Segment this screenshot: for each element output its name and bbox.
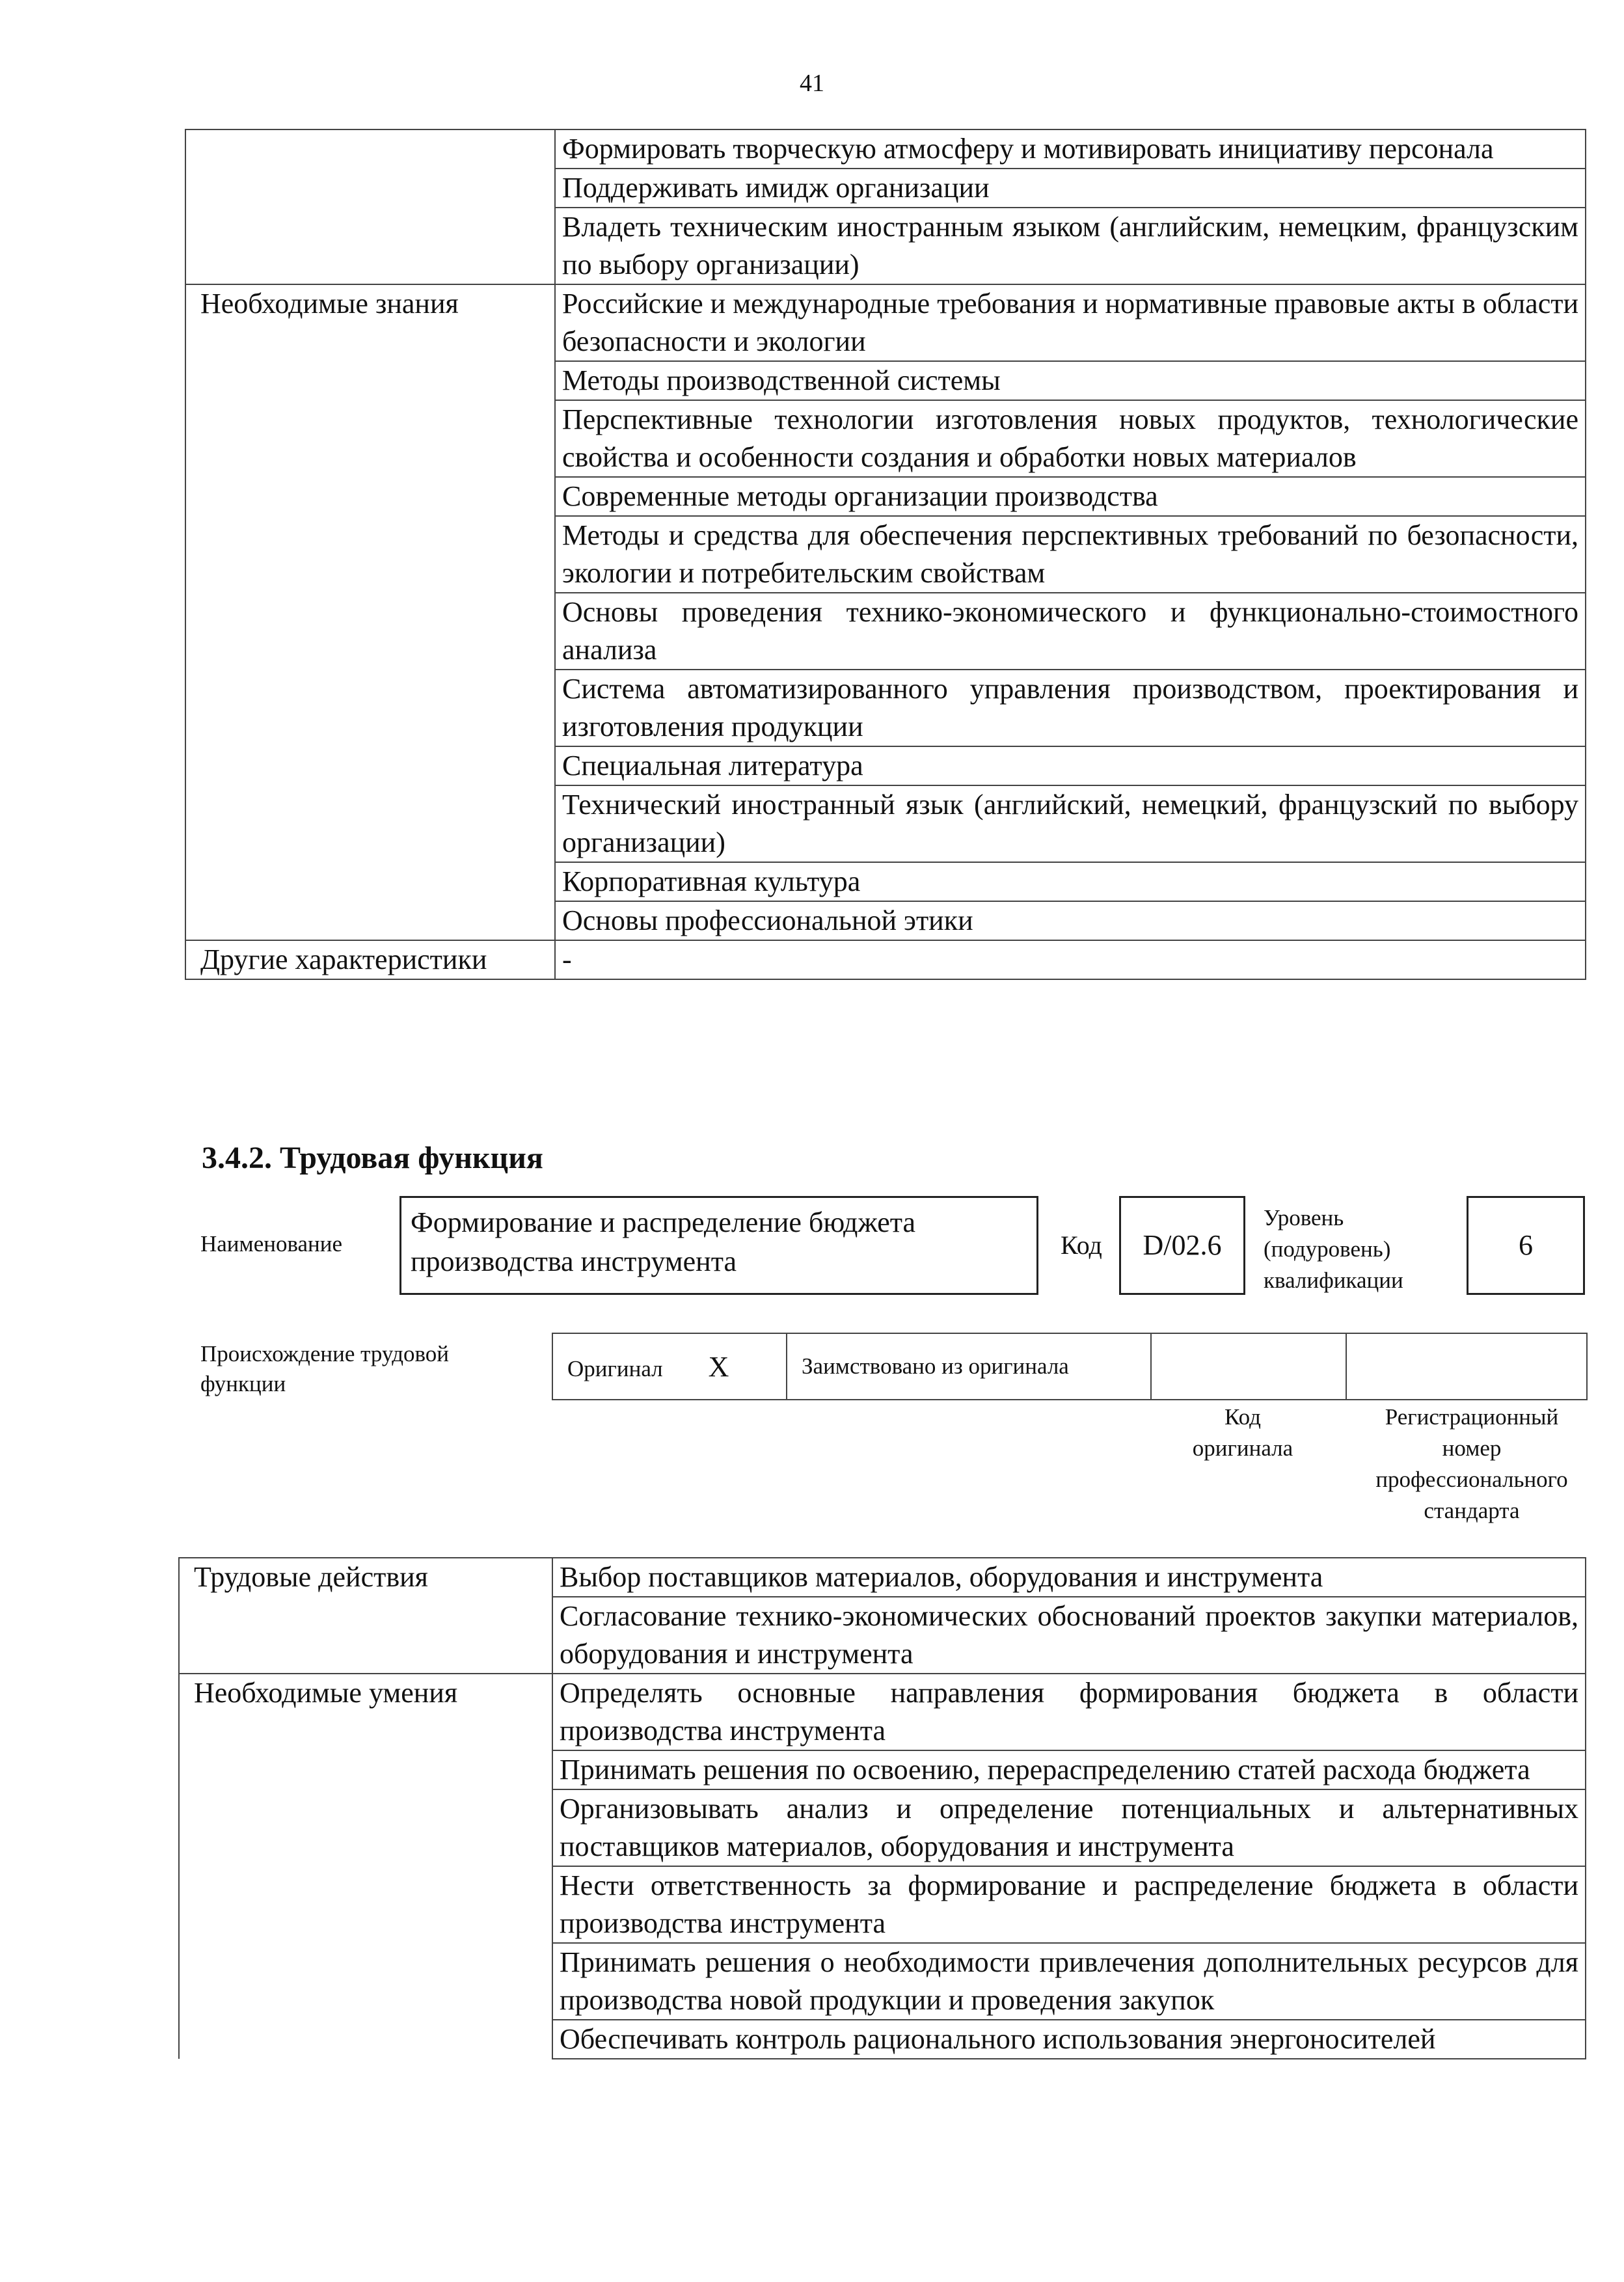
- caption-line: Регистрационный: [1385, 1404, 1559, 1430]
- table-row: [185, 400, 1586, 477]
- name-label: Наименование: [200, 1231, 343, 1256]
- row-label: [185, 400, 555, 477]
- table-row: [185, 516, 1586, 593]
- row-value: Обеспечивать контроль рационального использования энергоносителей: [552, 2020, 1586, 2059]
- row-label: [185, 169, 555, 208]
- table-row: [179, 1558, 1586, 1597]
- row-value: Методы производственной системы: [555, 361, 1586, 400]
- caption-line: номер: [1442, 1435, 1502, 1461]
- row-value: Выбор поставщиков материалов, оборудования и инструмента: [552, 1558, 1586, 1597]
- original-label: Оригинал: [567, 1355, 663, 1381]
- table-row: [185, 284, 1586, 361]
- row-value: Современные методы организации производства: [555, 477, 1586, 516]
- table-row: [185, 361, 1586, 400]
- table-row: [185, 746, 1586, 785]
- row-label: [185, 361, 555, 400]
- row-value: Определять основные направления формирования бюджета в области производства инструмента: [552, 1674, 1586, 1750]
- table-row: [179, 1943, 1586, 2020]
- origin-label: [200, 1339, 449, 1399]
- row-label: [179, 1866, 552, 1943]
- origin-table: [552, 1333, 1588, 1400]
- row-value: -: [555, 940, 1586, 979]
- page-number: 41: [800, 70, 824, 97]
- reg-number-cell: [1346, 1333, 1587, 1400]
- section-title: 3.4.2. Трудовая функция: [202, 1141, 543, 1175]
- table-row: [185, 901, 1586, 940]
- table-row: [179, 1674, 1586, 1750]
- table-row: [185, 785, 1586, 862]
- row-label: Необходимые знания: [185, 284, 555, 361]
- row-label: [185, 208, 555, 284]
- row-label: Другие характеристики: [185, 940, 555, 979]
- row-label: [185, 785, 555, 862]
- row-value: Основы профессиональной этики: [555, 901, 1586, 940]
- code-box: D/02.6: [1119, 1196, 1245, 1295]
- row-value: Перспективные технологии изготовления новых продуктов, технологические свойства и особенности создания и обработки новых материалов: [555, 400, 1586, 477]
- row-label: [185, 593, 555, 670]
- table-row: [185, 940, 1586, 979]
- table-row: [185, 593, 1586, 670]
- level-label: [1264, 1202, 1403, 1296]
- table-row: [179, 1789, 1586, 1866]
- actions-skills-table: [178, 1557, 1586, 2059]
- top-table-body: [185, 129, 1586, 979]
- row-value: Нести ответственность за формирование и распределение бюджета в области производства инструмента: [552, 1866, 1586, 1943]
- row-value: Поддерживать имидж организации: [555, 169, 1586, 208]
- row-value: Принимать решения по освоению, перераспределению статей расхода бюджета: [552, 1750, 1586, 1789]
- level-box: 6: [1467, 1196, 1585, 1295]
- table-row: [185, 670, 1586, 746]
- table-row: [179, 1597, 1586, 1674]
- row-value: Принимать решения о необходимости привлечения дополнительных ресурсов для производства новой продукции и проведения закупок: [552, 1943, 1586, 2020]
- row-label: [179, 2020, 552, 2059]
- caption-line: стандарта: [1424, 1498, 1520, 1523]
- row-value: Система автоматизированного управления производством, проектирования и изготовления продукции: [555, 670, 1586, 746]
- code-original-caption: [1145, 1402, 1340, 1464]
- row-label: [179, 1597, 552, 1674]
- row-label: [185, 746, 555, 785]
- function-name-box: Формирование и распределение бюджета производства инструмента: [399, 1196, 1038, 1295]
- row-label: Необходимые умения: [179, 1674, 552, 1750]
- row-label: Трудовые действия: [179, 1558, 552, 1597]
- borrowed-cell: Заимствовано из оригинала: [787, 1333, 1151, 1400]
- original-cell: [552, 1333, 787, 1400]
- level-label-line: квалификации: [1264, 1268, 1403, 1293]
- row-label: [185, 129, 555, 169]
- row-label: [185, 516, 555, 593]
- row-value: Основы проведения технико-экономического и функционально-стоимостного анализа: [555, 593, 1586, 670]
- table-row: [179, 2020, 1586, 2059]
- row-value: Владеть техническим иностранным языком (английским, немецким, французским по выбору организации): [555, 208, 1586, 284]
- reg-number-caption: [1342, 1402, 1602, 1527]
- row-value: Корпоративная культура: [555, 862, 1586, 901]
- row-value: Согласование технико-экономических обоснований проектов закупки материалов, оборудования и инструмента: [552, 1597, 1586, 1674]
- code-label: Код: [1061, 1230, 1102, 1260]
- table-row: [185, 862, 1586, 901]
- row-value: Российские и международные требования и нормативные правовые акты в области безопасности и экологии: [555, 284, 1586, 361]
- table-row: [185, 169, 1586, 208]
- caption-line: Код: [1225, 1404, 1261, 1430]
- row-value: Технический иностранный язык (английский, немецкий, французский по выбору организации): [555, 785, 1586, 862]
- row-label: [185, 477, 555, 516]
- row-value: Формировать творческую атмосферу и мотивировать инициативу персонала: [555, 129, 1586, 169]
- skills-knowledge-table: [185, 129, 1586, 980]
- row-label: [179, 1943, 552, 2020]
- row-value: Методы и средства для обеспечения перспективных требований по безопасности, экологии и потребительским свойствам: [555, 516, 1586, 593]
- row-label: [179, 1789, 552, 1866]
- level-label-line: Уровень: [1264, 1205, 1344, 1230]
- code-original-cell: [1151, 1333, 1346, 1400]
- table-row: [185, 477, 1586, 516]
- original-mark: X: [708, 1350, 729, 1383]
- table-row: [185, 129, 1586, 169]
- origin-label-line: функции: [200, 1371, 286, 1396]
- row-label: [185, 901, 555, 940]
- row-label: [185, 862, 555, 901]
- caption-line: оригинала: [1192, 1435, 1293, 1461]
- bottom-table-body: [179, 1558, 1586, 2059]
- origin-label-line: Происхождение трудовой: [200, 1341, 450, 1366]
- level-label-line: (подуровень): [1264, 1236, 1391, 1262]
- table-row: [185, 208, 1586, 284]
- row-label: [185, 670, 555, 746]
- table-row: [179, 1750, 1586, 1789]
- row-label: [179, 1750, 552, 1789]
- caption-line: профессионального: [1375, 1467, 1568, 1492]
- table-row: [179, 1866, 1586, 1943]
- row-value: Специальная литература: [555, 746, 1586, 785]
- row-value: Организовывать анализ и определение потенциальных и альтернативных поставщиков материалов, оборудования и инструмента: [552, 1789, 1586, 1866]
